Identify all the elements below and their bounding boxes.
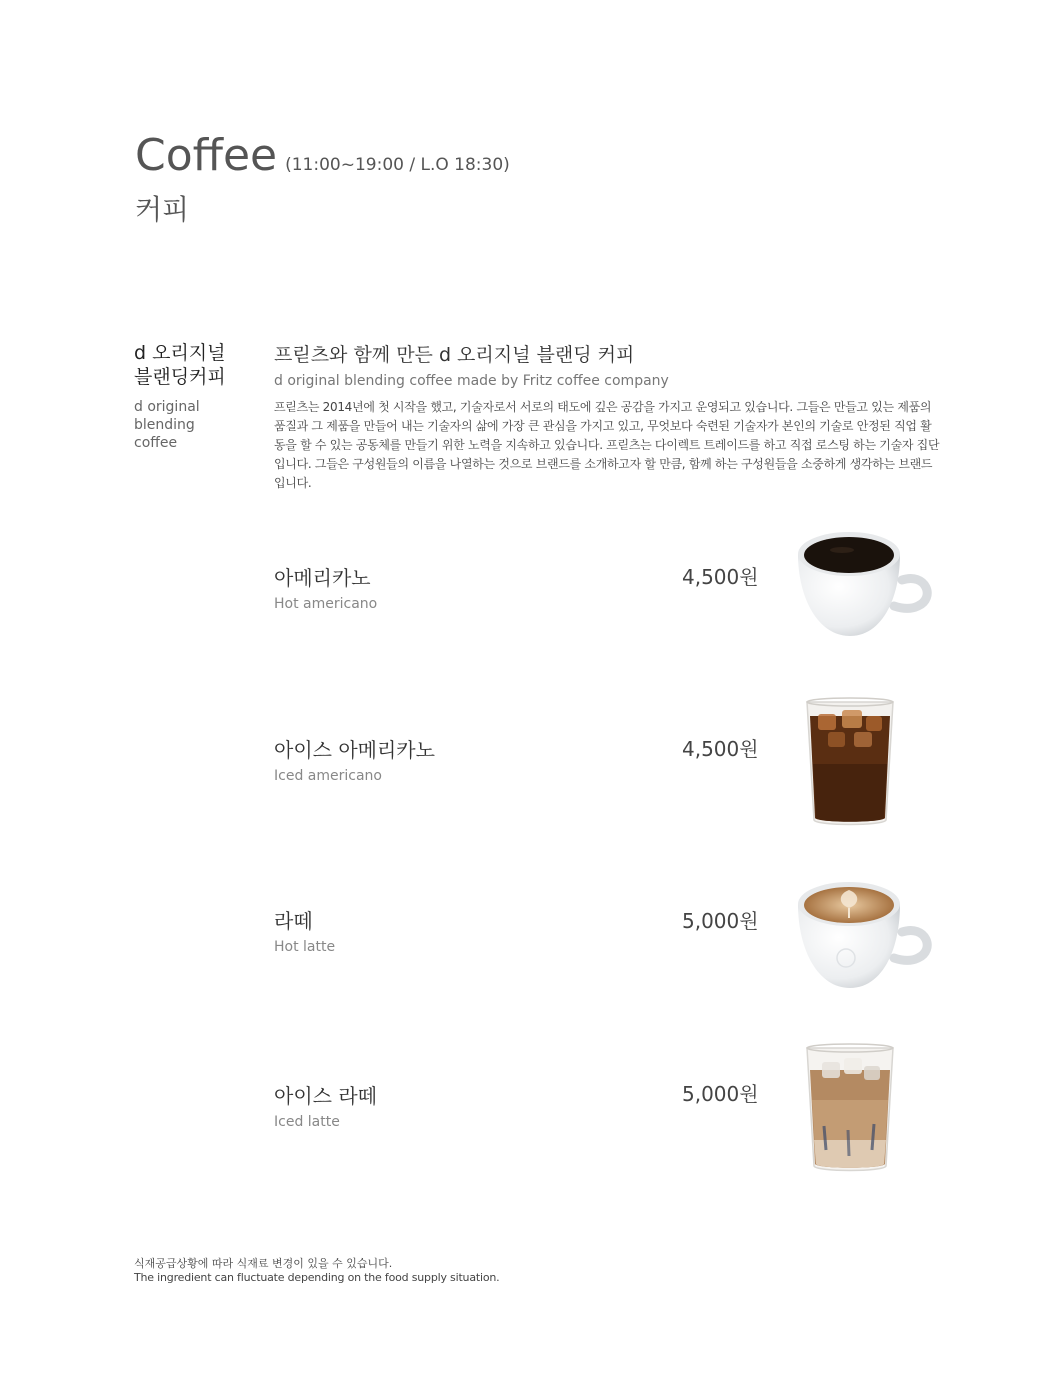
opening-hours: (11:00~19:00 / L.O 18:30) [285,155,510,175]
menu-item-price: 4,500원 [682,565,759,589]
menu-item-name-english: Iced latte [274,1114,340,1130]
menu-item-name-korean: 아이스 라떼 [274,1084,377,1108]
menu-item-name-korean: 아메리카노 [274,566,371,590]
category-name-english: d original blending coffee [134,399,200,451]
menu-item-name-korean: 라떼 [274,909,313,933]
menu-item-price: 5,000원 [682,1082,759,1106]
menu-item-price: 4,500원 [682,737,759,761]
menu-item-name-korean: 아이스 아메리카노 [274,738,435,762]
category-intro-english: d original blending coffee made by Fritz coffee company [274,373,669,389]
hot-latte-photo [794,878,934,992]
menu-item-price: 5,000원 [682,909,759,933]
category-name-korean: d 오리지널 블랜딩커피 [134,342,226,388]
page-header [135,128,510,184]
page-title-korean: 커피 [135,193,190,226]
category-intro-korean: 프릳츠와 함께 만든 d 오리지널 블랜딩 커피 [274,344,635,366]
menu-item-name-english: Iced americano [274,768,382,784]
footer-note-english: The ingredient can fluctuate depending on the food supply situation. [134,1271,500,1284]
menu-item-name-english: Hot latte [274,939,336,955]
category-description: 프릳츠는 2014년에 첫 시작을 했고, 기술자로서 서로의 태도에 깊은 공감을 가지고 운영되고 있습니다. 그들은 만들고 있는 제품의 품질과 그 제품을 만들어 내는 기술자의 삶에 가장 큰 관심을 가지고 있고, 무엇보다 숙련된 기술자가 본인의 기술로 안정된 직업 활동을 할 수 있는 공동체를 만들기 위한 노력을 지속하고 있습니다. 프릳츠는 다이렉트 트레이드를 하고 직접 로스팅 하는 기술자 집단입니다. 그들은 구성원들의 이름을 나열하는 것으로 브랜드를 소개하고자 할 만큼, 함께 하는 구성원들을 소중하게 생각하는 브랜드입니다. [274,400,940,490]
iced-americano-photo [804,694,896,828]
iced-latte-photo [804,1040,896,1174]
menu-item-name-english: Hot americano [274,596,378,612]
hot-americano-photo [794,528,934,640]
page-title: Coffee [135,130,278,181]
footer-note-korean: 식재공급상황에 따라 식재료 변경이 있을 수 있습니다. [134,1257,393,1270]
